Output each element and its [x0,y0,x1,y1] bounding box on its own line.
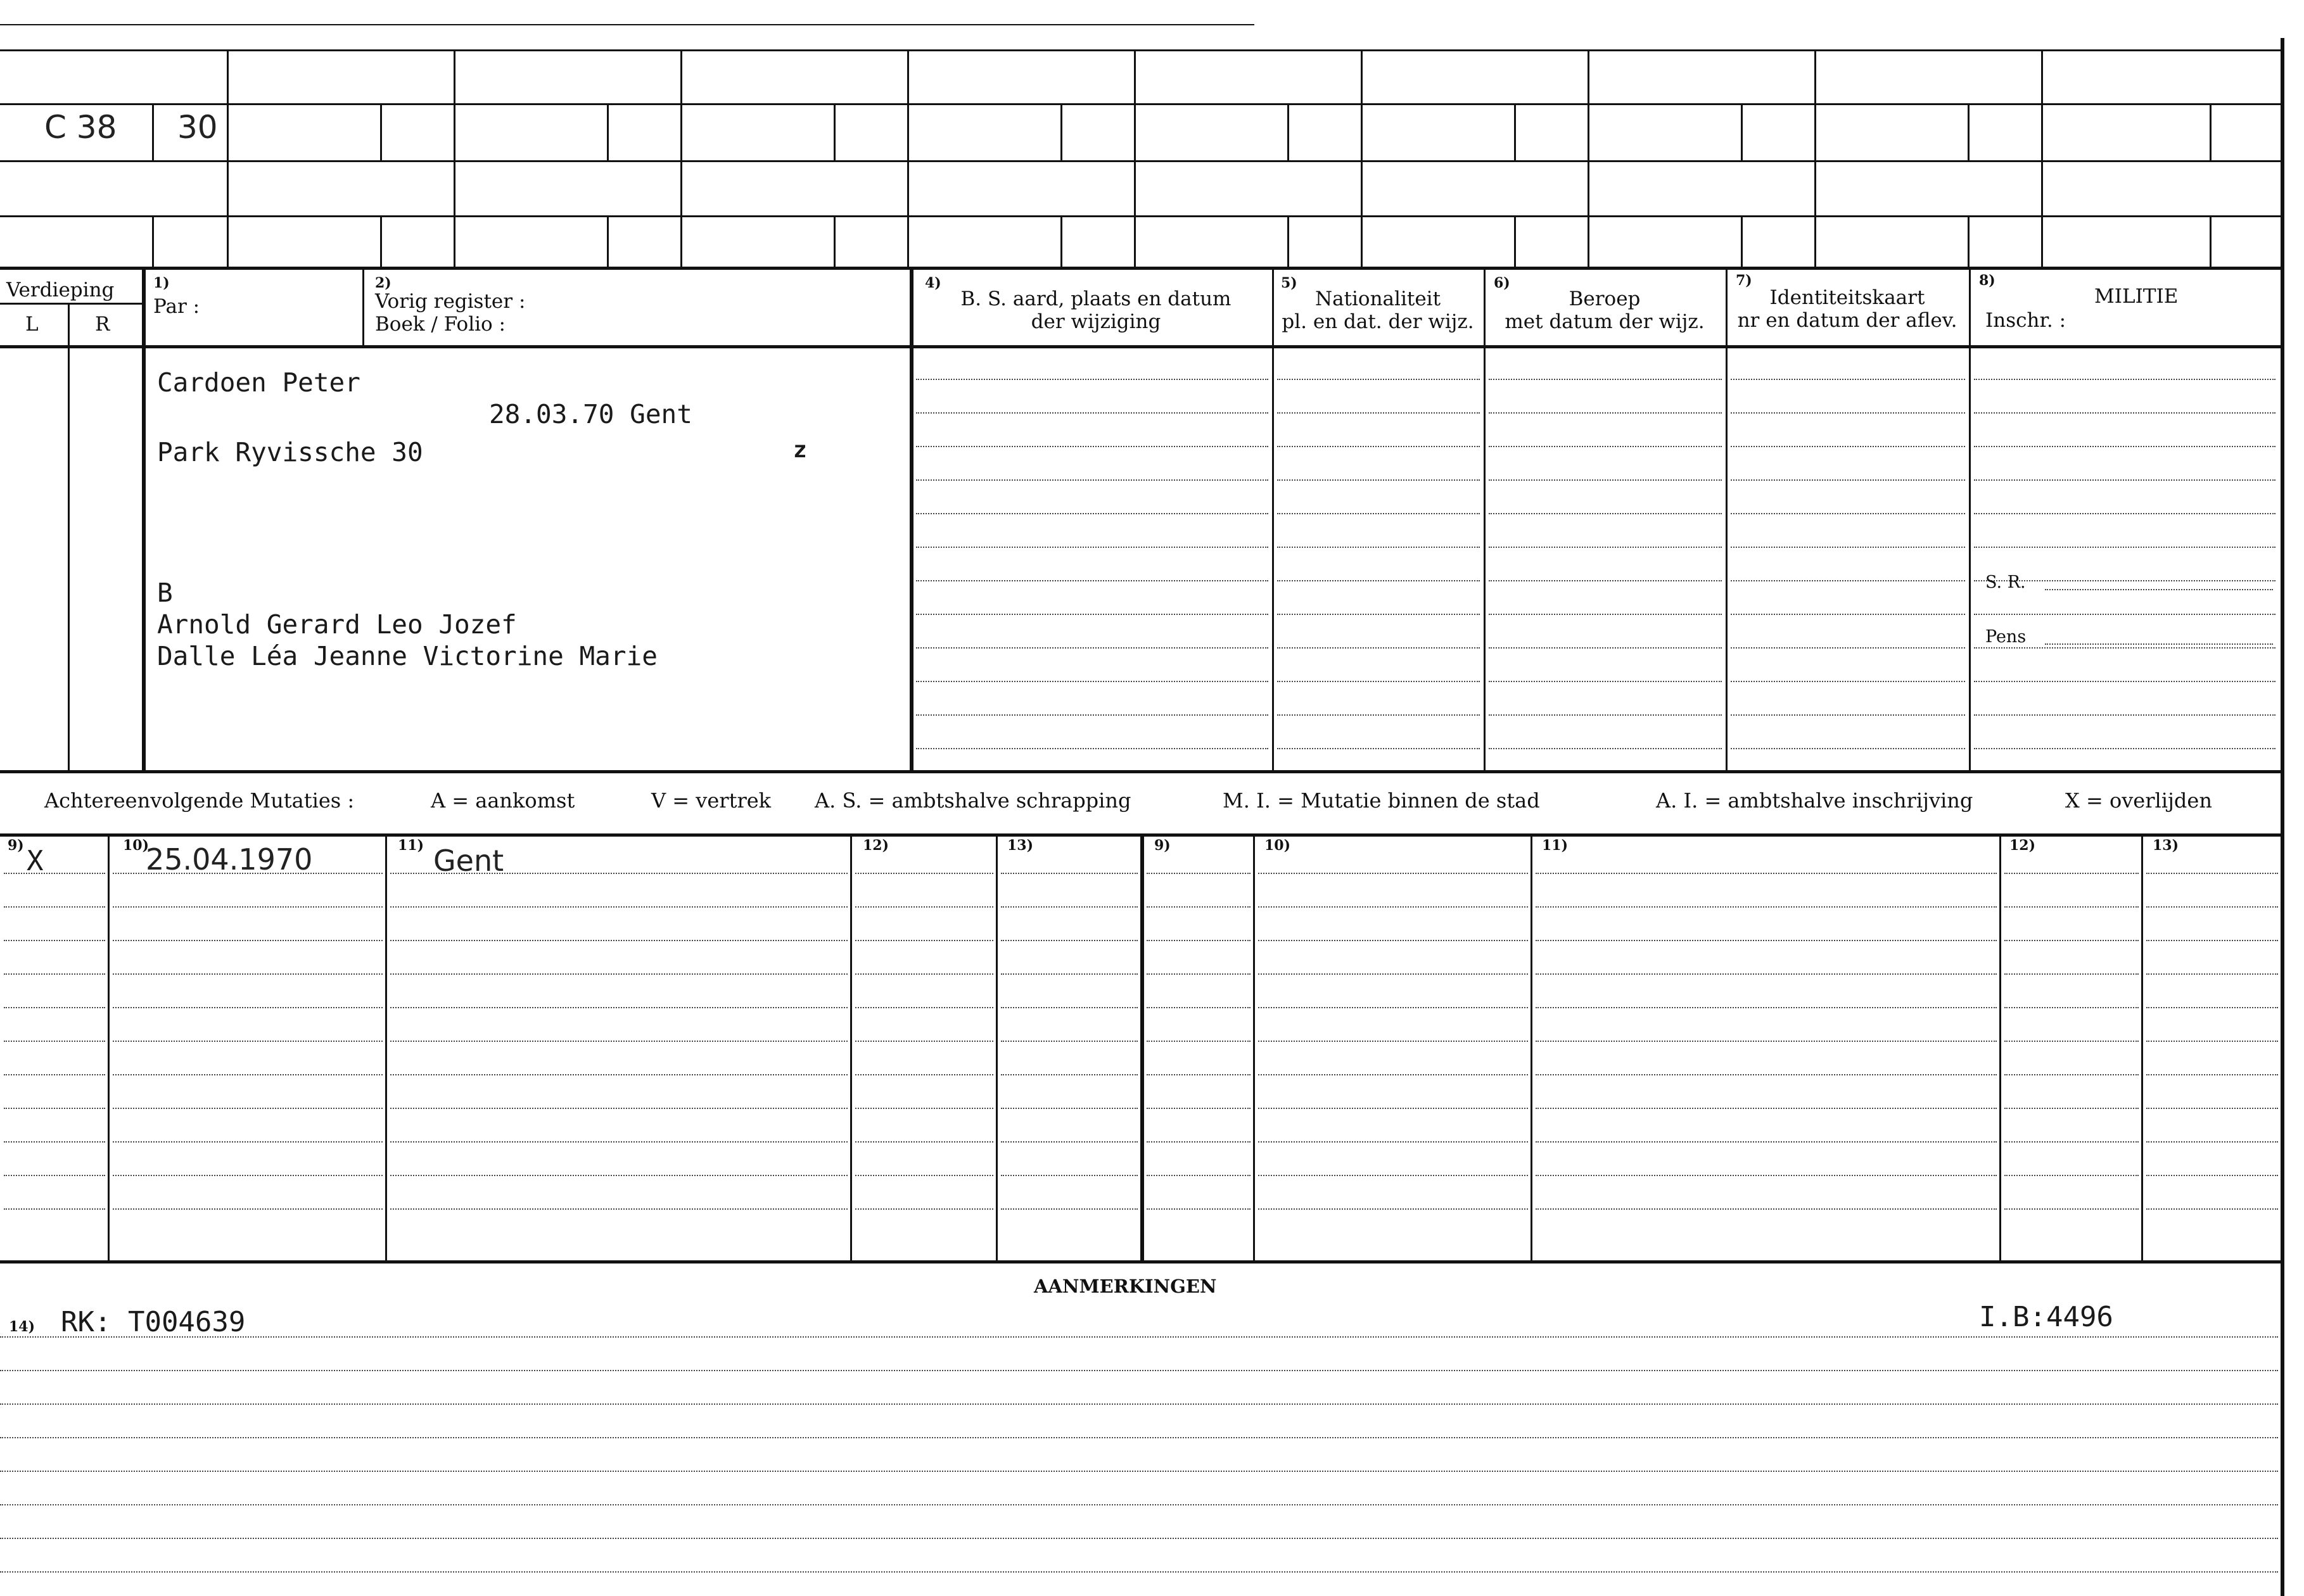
grid-line [380,215,382,267]
grid-line [1060,215,1062,267]
ruled-line [1536,1007,1997,1008]
ruled-line [1974,614,2275,615]
ruled-line [1258,1074,1528,1075]
field-number: 6) [1494,275,1510,291]
ruled-line [1147,1007,1251,1008]
ruled-line [2146,1208,2278,1210]
grid-line [152,215,154,267]
grid-line [385,833,387,1260]
grid-line [0,303,143,305]
col-number: 9) [1154,837,1171,854]
par-label: Par : [153,295,200,318]
ruled-line [1974,379,2275,380]
status-letter: B [157,578,173,608]
ruled-line [916,412,1268,414]
ruled-line [0,1504,2278,1505]
ruled-line [2004,906,2139,908]
ruled-line [1001,1208,1138,1210]
ruled-line [855,1141,993,1143]
ruled-line [1258,1007,1528,1008]
grid-line [1272,267,1274,770]
book-folio-label: Boek / Folio : [375,313,506,336]
ruled-line [2146,1007,2278,1008]
ruled-line [1277,479,1480,481]
ruled-line [2146,1108,2278,1109]
ruled-line [2146,1141,2278,1143]
ruled-line [1536,906,1997,908]
ruled-line [390,1074,848,1075]
grid-line [1484,267,1486,770]
legend-departure: V = vertrek [651,788,772,813]
ruled-line [2004,1108,2139,1109]
ruled-line [4,1208,105,1210]
grid-line [834,103,836,160]
grid-line [1726,267,1728,770]
ruled-line [4,973,105,975]
legend-arrival: A = aankomst [431,788,575,813]
ruled-line [1147,1175,1251,1176]
ruled-line [916,446,1268,447]
ruled-line [1001,940,1138,941]
legend-death: X = overlijden [2065,788,2212,813]
grid-line [907,49,909,267]
col-number: 11) [1542,837,1569,854]
ruled-line [4,873,105,874]
grid-line [834,215,836,267]
grid-line [2210,215,2212,267]
ruled-line [113,1108,383,1109]
ruled-line [1536,1041,1997,1042]
ruled-line [1001,1074,1138,1075]
ruled-line [1731,647,1965,649]
ruled-line [916,714,1268,716]
ruled-line [113,1041,383,1042]
col-number: 13) [1007,837,1034,854]
ruled-line [916,479,1268,481]
ruled-line [1277,513,1480,514]
ruled-line [2146,940,2278,941]
grid-line [850,833,852,1260]
grid-line [1531,833,1532,1260]
ruled-line [916,580,1268,581]
nationality-header-2: pl. en dat. der wijz. [1282,310,1474,333]
ruled-line [2004,1141,2139,1143]
grid-line [607,103,609,160]
ruled-line [1536,1108,1997,1109]
reference-code: C 38 [44,109,117,146]
ruled-line [1974,412,2275,414]
grid-line [0,267,2281,270]
ruled-line [4,1074,105,1075]
ruled-line [1258,940,1528,941]
ruled-line [1974,714,2275,716]
grid-line [1588,49,1589,267]
ruled-line [855,1208,993,1210]
ruled-line [1277,547,1480,548]
grid-line [1514,103,1516,160]
ruled-line [113,1074,383,1075]
field-number: 5) [1281,275,1297,291]
mutation-date: 25.04.1970 [146,842,313,877]
ruled-line [1258,1108,1528,1109]
mutations-title: Achtereenvolgende Mutaties : [44,788,355,813]
rk-number: RK: T004639 [61,1306,246,1338]
ruled-line [4,940,105,941]
address: Park Ryvissche 30 [157,437,423,467]
grid-line [910,267,913,770]
reference-number: 30 [177,109,218,146]
ruled-line [390,940,848,941]
ruled-line [1536,1074,1997,1075]
grid-line [0,49,2281,51]
ruled-line [1489,446,1722,447]
grid-line [68,303,70,770]
ruled-line [1974,547,2275,548]
floor-left-label: L [25,313,39,336]
grid-line [1969,267,1971,770]
ruled-line [1277,681,1480,682]
ruled-line [113,1007,383,1008]
ruled-line [0,1538,2278,1539]
ruled-line [1489,647,1722,649]
ruled-line [1731,681,1965,682]
ruled-line [1277,714,1480,716]
ruled-line [2146,906,2278,908]
grid-line [1287,103,1289,160]
mutation-place: Gent [433,844,504,878]
grid-line [1968,103,1970,160]
ruled-line [855,873,993,874]
ruled-line [1001,973,1138,975]
sr-label: S. R. [1985,573,2026,592]
ruled-line [2004,973,2139,975]
ruled-line [2146,873,2278,874]
ruled-line [4,1108,105,1109]
grid-line [0,160,2281,162]
ruled-line [390,906,848,908]
grid-line [1361,49,1363,267]
ruled-line [1277,379,1480,380]
ruled-line [1489,513,1722,514]
ruled-line [0,1571,2278,1573]
ruled-line [2146,1175,2278,1176]
ruled-line [390,1141,848,1143]
remarks-title: AANMERKINGEN [1034,1276,1217,1297]
ruled-line [1489,379,1722,380]
ruled-line [1731,513,1965,514]
ruled-line [2004,873,2139,874]
militia-header: MILITIE [2094,285,2179,308]
ruled-line [1731,580,1965,581]
grid-line [2210,103,2212,160]
ruled-line [1001,1007,1138,1008]
ruled-line [1489,714,1722,716]
ruled-line [2004,1175,2139,1176]
ruled-line [390,1041,848,1042]
grid-line [1999,833,2001,1260]
ruled-line [1001,1041,1138,1042]
pens-line [2045,643,2273,645]
ruled-line [1489,681,1722,682]
ruled-line [1147,940,1251,941]
ruled-line [1001,1175,1138,1176]
ruled-line [113,1208,383,1210]
ruled-line [2004,1208,2139,1210]
ruled-line [916,681,1268,682]
ruled-line [2146,1041,2278,1042]
ruled-line [4,1007,105,1008]
ruled-line [1489,412,1722,414]
ruled-line [113,1141,383,1143]
ruled-line [390,1007,848,1008]
grid-line [1134,49,1136,267]
col-number: 12) [863,837,889,854]
field-number: 1) [153,275,170,291]
floor-label: Verdieping [6,279,115,301]
ruled-line [1258,1041,1528,1042]
ruled-line [1731,714,1965,716]
grid-line [680,49,682,267]
col-number: 10) [1264,837,1291,854]
right-border [2281,38,2284,1596]
ruled-line [2004,940,2139,941]
ruled-line [1974,446,2275,447]
ruled-line [390,973,848,975]
ruled-line [1258,1208,1528,1210]
ruled-line [1147,1141,1251,1143]
ruled-line [855,973,993,975]
grid-line [380,103,382,160]
ruled-line [0,1471,2278,1472]
ruled-line [113,1175,383,1176]
grid-line [607,215,609,267]
ruled-line [1489,748,1722,749]
ruled-line [1277,580,1480,581]
mutation-type: X [27,845,44,877]
ruled-line [1147,1074,1251,1075]
ruled-line [1489,580,1722,581]
ruled-line [855,1108,993,1109]
ruled-line [1258,973,1528,975]
ruled-line [1147,1208,1251,1210]
grid-line [996,833,998,1260]
ruled-line [855,1175,993,1176]
grid-line [1814,49,1816,267]
ruled-line [855,1007,993,1008]
ruled-line [1974,647,2275,649]
col-number: 10) [123,837,150,854]
id-card-header: Identiteitskaart [1769,286,1925,309]
person-name: Cardoen Peter [157,367,360,398]
ruled-line [2146,973,2278,975]
top-edge-line [0,24,1254,25]
col-number: 13) [2153,837,2179,854]
col-number: 12) [2009,837,2036,854]
ruled-line [2146,1074,2278,1075]
grid-line [1741,103,1743,160]
ruled-line [1147,973,1251,975]
ruled-line [1536,973,1997,975]
grid-line [1287,215,1289,267]
field-number: 2) [375,275,391,291]
ruled-line [1001,906,1138,908]
ruled-line [2004,1007,2139,1008]
ruled-line [1536,940,1997,941]
grid-line [1253,833,1255,1260]
profession-header: Beroep [1569,288,1641,310]
ruled-line [1277,748,1480,749]
ruled-line [1731,412,1965,414]
ruled-line [4,1141,105,1143]
ruled-line [1731,446,1965,447]
id-card-header-2: nr en datum der aflev. [1737,309,1957,332]
ruled-line [916,614,1268,615]
grid-line [0,103,2281,105]
previous-register-label: Vorig register : [375,290,526,313]
ruled-line [113,906,383,908]
ruled-line [1277,614,1480,615]
legend-official-registration: A. I. = ambtshalve inschrijving [1656,788,1973,813]
ruled-line [0,1403,2278,1405]
ruled-line [1258,873,1528,874]
ruled-line [916,547,1268,548]
mother-name: Dalle Léa Jeanne Victorine Marie [157,641,658,671]
ruled-line [2004,1041,2139,1042]
ruled-line [0,1437,2278,1438]
ruled-line [1974,748,2275,749]
ruled-line [4,906,105,908]
ruled-line [1258,1141,1528,1143]
grid-line [227,49,229,267]
ruled-line [1277,412,1480,414]
grid-line [152,103,154,160]
grid-line [1514,215,1516,267]
ruled-line [1147,1041,1251,1042]
pens-label: Pens [1985,627,2027,647]
ruled-line [1731,547,1965,548]
ruled-line [1258,1175,1528,1176]
ruled-line [1277,647,1480,649]
remarks-number: 14) [9,1319,35,1335]
ruled-line [390,1208,848,1210]
ruled-line [1001,873,1138,874]
inschr-label: Inschr. : [1985,309,2066,332]
ruled-line [1001,1108,1138,1109]
grid-line [0,1260,2281,1264]
ruled-line [855,906,993,908]
ruled-line [1731,614,1965,615]
ruled-line [1536,873,1997,874]
field-number: 7) [1736,272,1752,289]
ib-number: I.B:4496 [1979,1301,2113,1333]
ruled-line [855,940,993,941]
ruled-line [916,379,1268,380]
ruled-line [4,1175,105,1176]
grid-line [1060,103,1062,160]
grid-line [454,49,455,267]
ruled-line [1258,906,1528,908]
ruled-line [855,1074,993,1075]
legend-internal-move: M. I. = Mutatie binnen de stad [1223,788,1540,813]
grid-line [108,833,110,1260]
grid-line [1968,215,1970,267]
ruled-line [1731,479,1965,481]
floor-right-label: R [95,313,110,336]
ruled-line [390,1108,848,1109]
ruled-line [1974,513,2275,514]
profession-header-2: met datum der wijz. [1505,310,1705,333]
ruled-line [1489,479,1722,481]
ruled-line [1731,379,1965,380]
civil-status-header-2: der wijziging [1031,310,1161,333]
sr-line [2045,589,2273,590]
grid-line [362,267,364,345]
ruled-line [4,1041,105,1042]
col-number: 11) [398,837,424,854]
legend-official-removal: A. S. = ambtshalve schrapping [815,788,1131,813]
col-number: 9) [8,837,24,854]
grid-line [2041,49,2043,267]
ruled-line [916,748,1268,749]
grid-line [1140,833,1144,1260]
field-number: 8) [1979,272,1995,289]
grid-line [0,345,2281,348]
ruled-line [1974,479,2275,481]
ruled-line [1731,748,1965,749]
ruled-line [0,1336,2278,1338]
ruled-line [0,1370,2278,1371]
birth-date-place: 28.03.70 Gent [489,399,692,429]
ruled-line [1536,1208,1997,1210]
ruled-line [113,973,383,975]
grid-line [0,215,2281,217]
field-number: 4) [925,275,941,291]
ruled-line [113,940,383,941]
ruled-line [855,1041,993,1042]
civil-status-header: B. S. aard, plaats en datum [960,288,1232,310]
ruled-line [1536,1141,1997,1143]
ruled-line [1277,446,1480,447]
father-name: Arnold Gerard Leo Jozef [157,609,517,640]
marker: z [793,437,807,463]
grid-line [142,267,146,770]
ruled-line [916,513,1268,514]
ruled-line [2004,1074,2139,1075]
nationality-header: Nationaliteit [1314,288,1441,310]
grid-line [2141,833,2143,1260]
ruled-line [390,1175,848,1176]
grid-line [1741,215,1743,267]
ruled-line [1147,906,1251,908]
ruled-line [1001,1141,1138,1143]
ruled-line [1147,1108,1251,1109]
ruled-line [1489,614,1722,615]
grid-line [0,770,2281,773]
ruled-line [916,647,1268,649]
ruled-line [1974,681,2275,682]
ruled-line [1489,547,1722,548]
ruled-line [1147,873,1251,874]
ruled-line [1536,1175,1997,1176]
